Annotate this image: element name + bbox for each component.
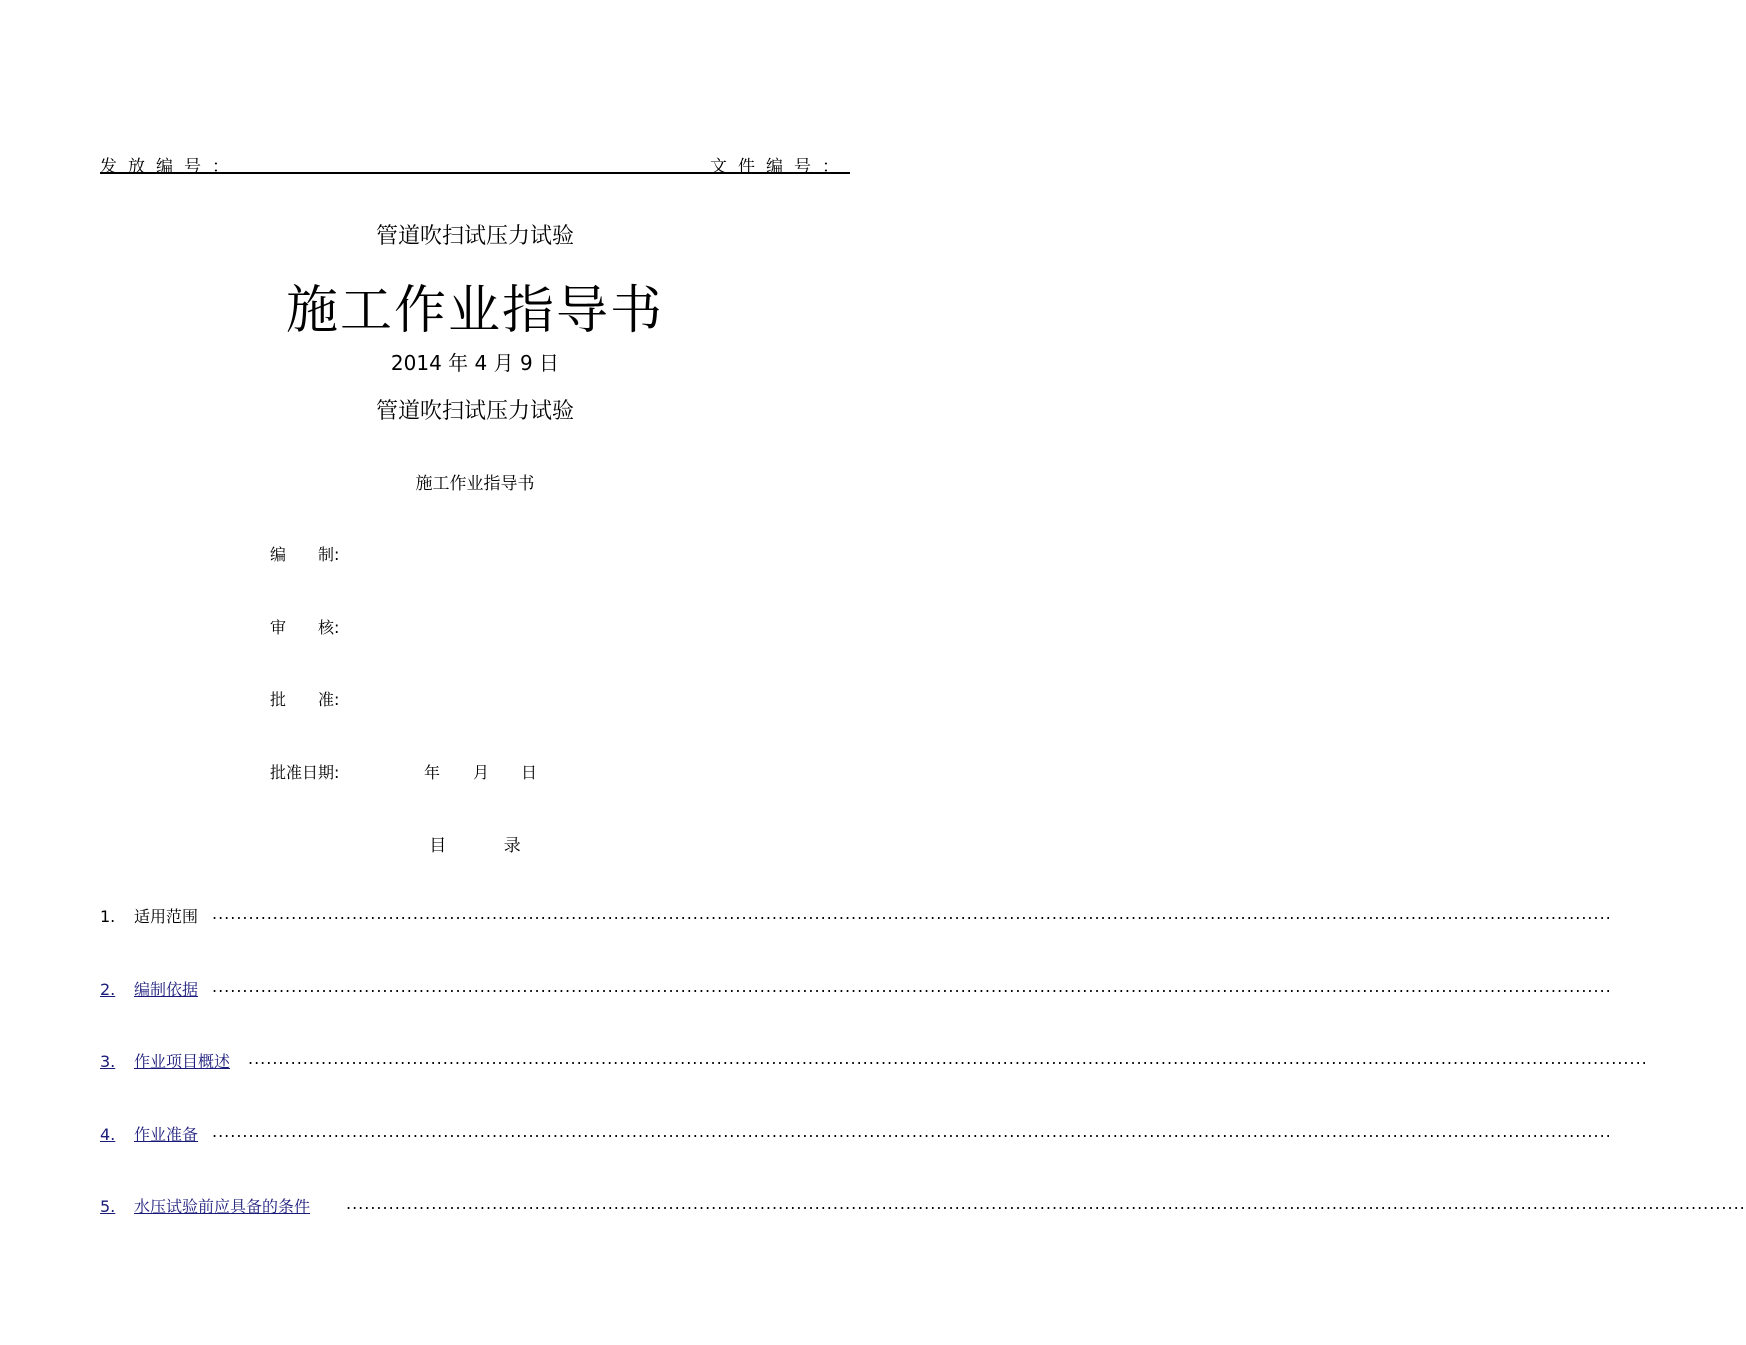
toc-item-basis[interactable] [100,977,1612,999]
toc-leader-dots: ...................................................................................................................................................................................................................................... [248,1049,1648,1068]
toc-item-number: 1. [100,907,116,926]
document-subject-repeat: 管道吹扫试压力试验 [375,399,574,424]
toc-item-number: 4. [100,1125,116,1144]
toc-item-scope[interactable] [100,904,1612,926]
file-number-label: 文件编号： [710,157,850,177]
approval-month-label: 月 [473,763,490,782]
toc-item-label: 适用范围 [134,907,199,926]
header-rule [100,172,850,174]
toc-item-overview[interactable] [100,1049,1648,1071]
approval-date-label: 批准日期: [270,763,340,782]
document-title: 施工作业指导书 [285,281,664,341]
toc-item-conditions[interactable] [100,1194,1746,1216]
toc-item-label: 作业准备 [134,1125,199,1144]
toc-leader-dots: ...................................................................................................................................................................................................................................... [212,904,1612,923]
toc-title [0,831,950,856]
prepared-by-label: 编 制: [270,545,340,564]
toc-title-right: 录 [503,836,521,856]
document-date: 2014 年 4 月 9 日 [390,351,560,375]
toc-item-preparation[interactable] [100,1122,1612,1144]
toc-leader-dots: ...................................................................................................................................................................................................................................... [346,1194,1746,1213]
toc-item-label: 水压试验前应具备的条件 [134,1197,311,1216]
toc-item-label: 作业项目概述 [134,1052,231,1071]
document-title-small: 施工作业指导书 [415,474,535,494]
toc-leader-dots: ...................................................................................................................................................................................................................................... [212,1122,1612,1141]
reviewed-by-label: 审 核: [270,618,340,637]
issue-number-label: 发放编号： [100,157,240,177]
toc-leader-dots: ...................................................................................................................................................................................................................................... [212,977,1612,996]
approved-by-label: 批 准: [270,690,340,709]
approval-day-label: 日 [521,763,538,782]
toc-title-left: 目 [429,836,447,856]
toc-item-label: 编制依据 [134,980,199,999]
toc-item-number: 3. [100,1052,116,1071]
approval-year-label: 年 [424,763,441,782]
document-subject: 管道吹扫试压力试验 [375,224,574,249]
toc-item-number: 5. [100,1197,116,1216]
toc-item-number: 2. [100,980,116,999]
